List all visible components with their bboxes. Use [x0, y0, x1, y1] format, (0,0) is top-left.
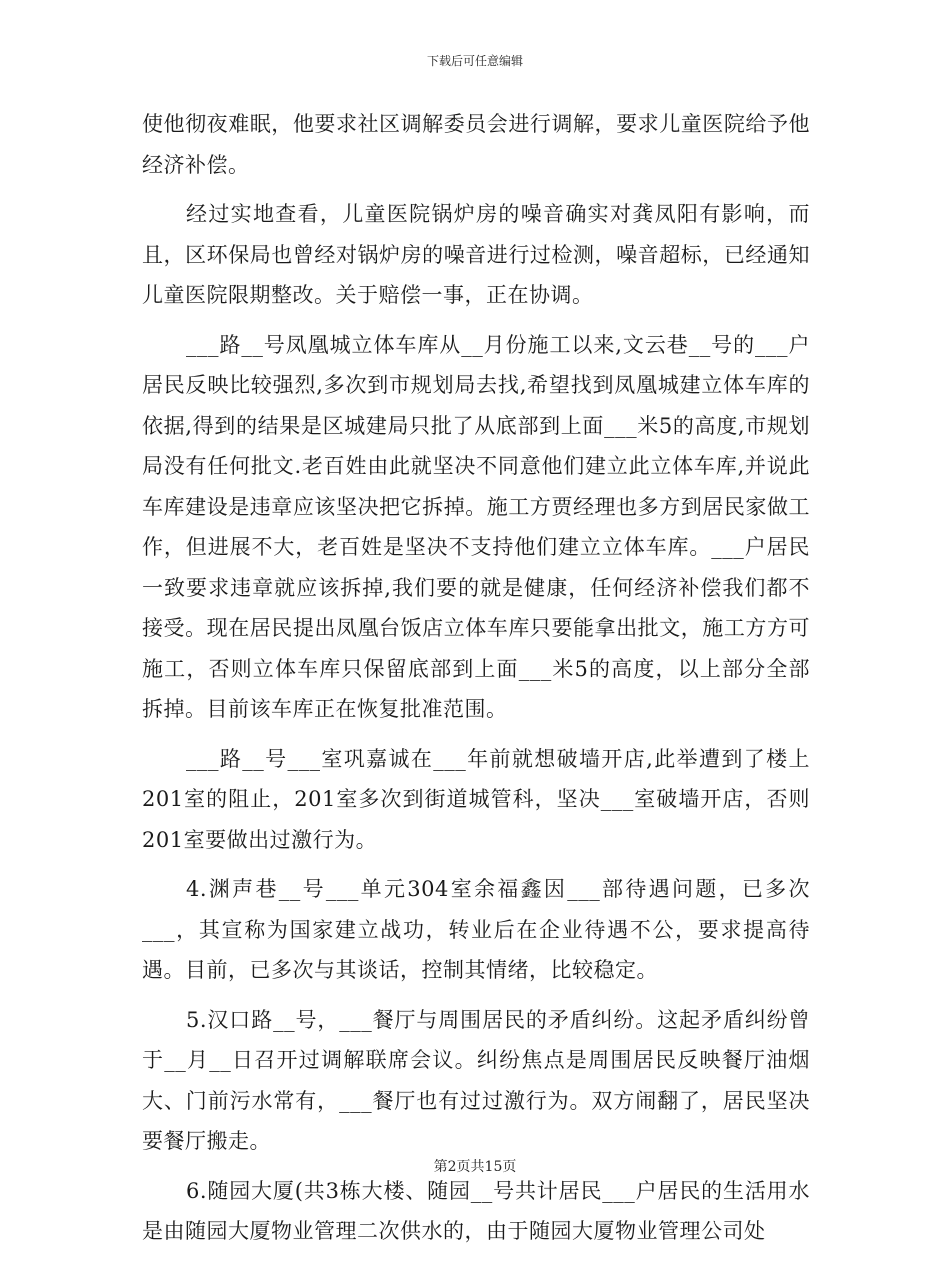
page-header: 下载后可任意编辑	[426, 54, 523, 68]
paragraph-4: ___路__号___室巩嘉诚在___年前就想破墙开店,此举遭到了楼上201室的阻止，201室多次到街道城管科，坚决___室破墙开店，否则201室要做出过激行为。	[142, 746, 810, 852]
document-body	[142, 104, 810, 1261]
paragraph-6: 5.汉口路__号，___餐厅与周围居民的矛盾纠纷。这起矛盾纠纷曾于__月__日召开过调解联席会议。纠纷焦点是周围居民反映餐厅油烟大、门前污水常有，___餐厅也有过过激行为。双方闹翻了，居民坚决要餐厅搬走。	[142, 1007, 810, 1153]
page-footer: 第2页共15页	[433, 1159, 517, 1175]
paragraph-1: 使他彻夜难眠，他要求社区调解委员会进行调解，要求儿童医院给予他经济补偿。	[142, 112, 810, 177]
paragraph-2: 经过实地查看，儿童医院锅炉房的噪音确实对龚凤阳有影响，而且，区环保局也曾经对锅炉房的噪音进行过检测，噪音超标，已经通知儿童医院限期整改。关于赔偿一事，正在协调。	[142, 202, 810, 307]
paragraph-5: 4.渊声巷__号___单元304室余福鑫因___部待遇问题，已多次___，其宣称为国家建立战功，转业后在企业待遇不公，要求提高待遇。目前，已多次与其谈话，控制其情绪，比较稳定。	[142, 877, 810, 982]
paragraph-7: 6.随园大厦(共3栋大楼、随园__号共计居民___户居民的生活用水是由随园大厦物业管理二次供水的，由于随园大厦物业管理公司处	[142, 1178, 810, 1243]
paragraph-3: ___路__号凤凰城立体车库从__月份施工以来,文云巷__号的___户居民反映比较强烈,多次到市规划局去找,希望找到凤凰城建立体车库的依据,得到的结果是区城建局只批了从底部到上面___米5的高度,市规划局没有任何批文.老百姓由此就坚决不同意他们建立此立体车库,并说此车库建设是违章应该坚决把它拆掉。施工方贾经理也多方到居民家做工作，但进展不大，老百姓是坚决不支持他们建立立体车库。___户居民一致要求违章就应该拆掉,我们要的就是健康，任何经济补偿我们都不接受。现在居民提出凤凰台饭店立体车库只要能拿出批文，施工方方可施工，否则立体车库只保留底部到上面___米5的高度，以上部分全部拆掉。目前该车库正在恢复批准范围。	[142, 332, 810, 721]
